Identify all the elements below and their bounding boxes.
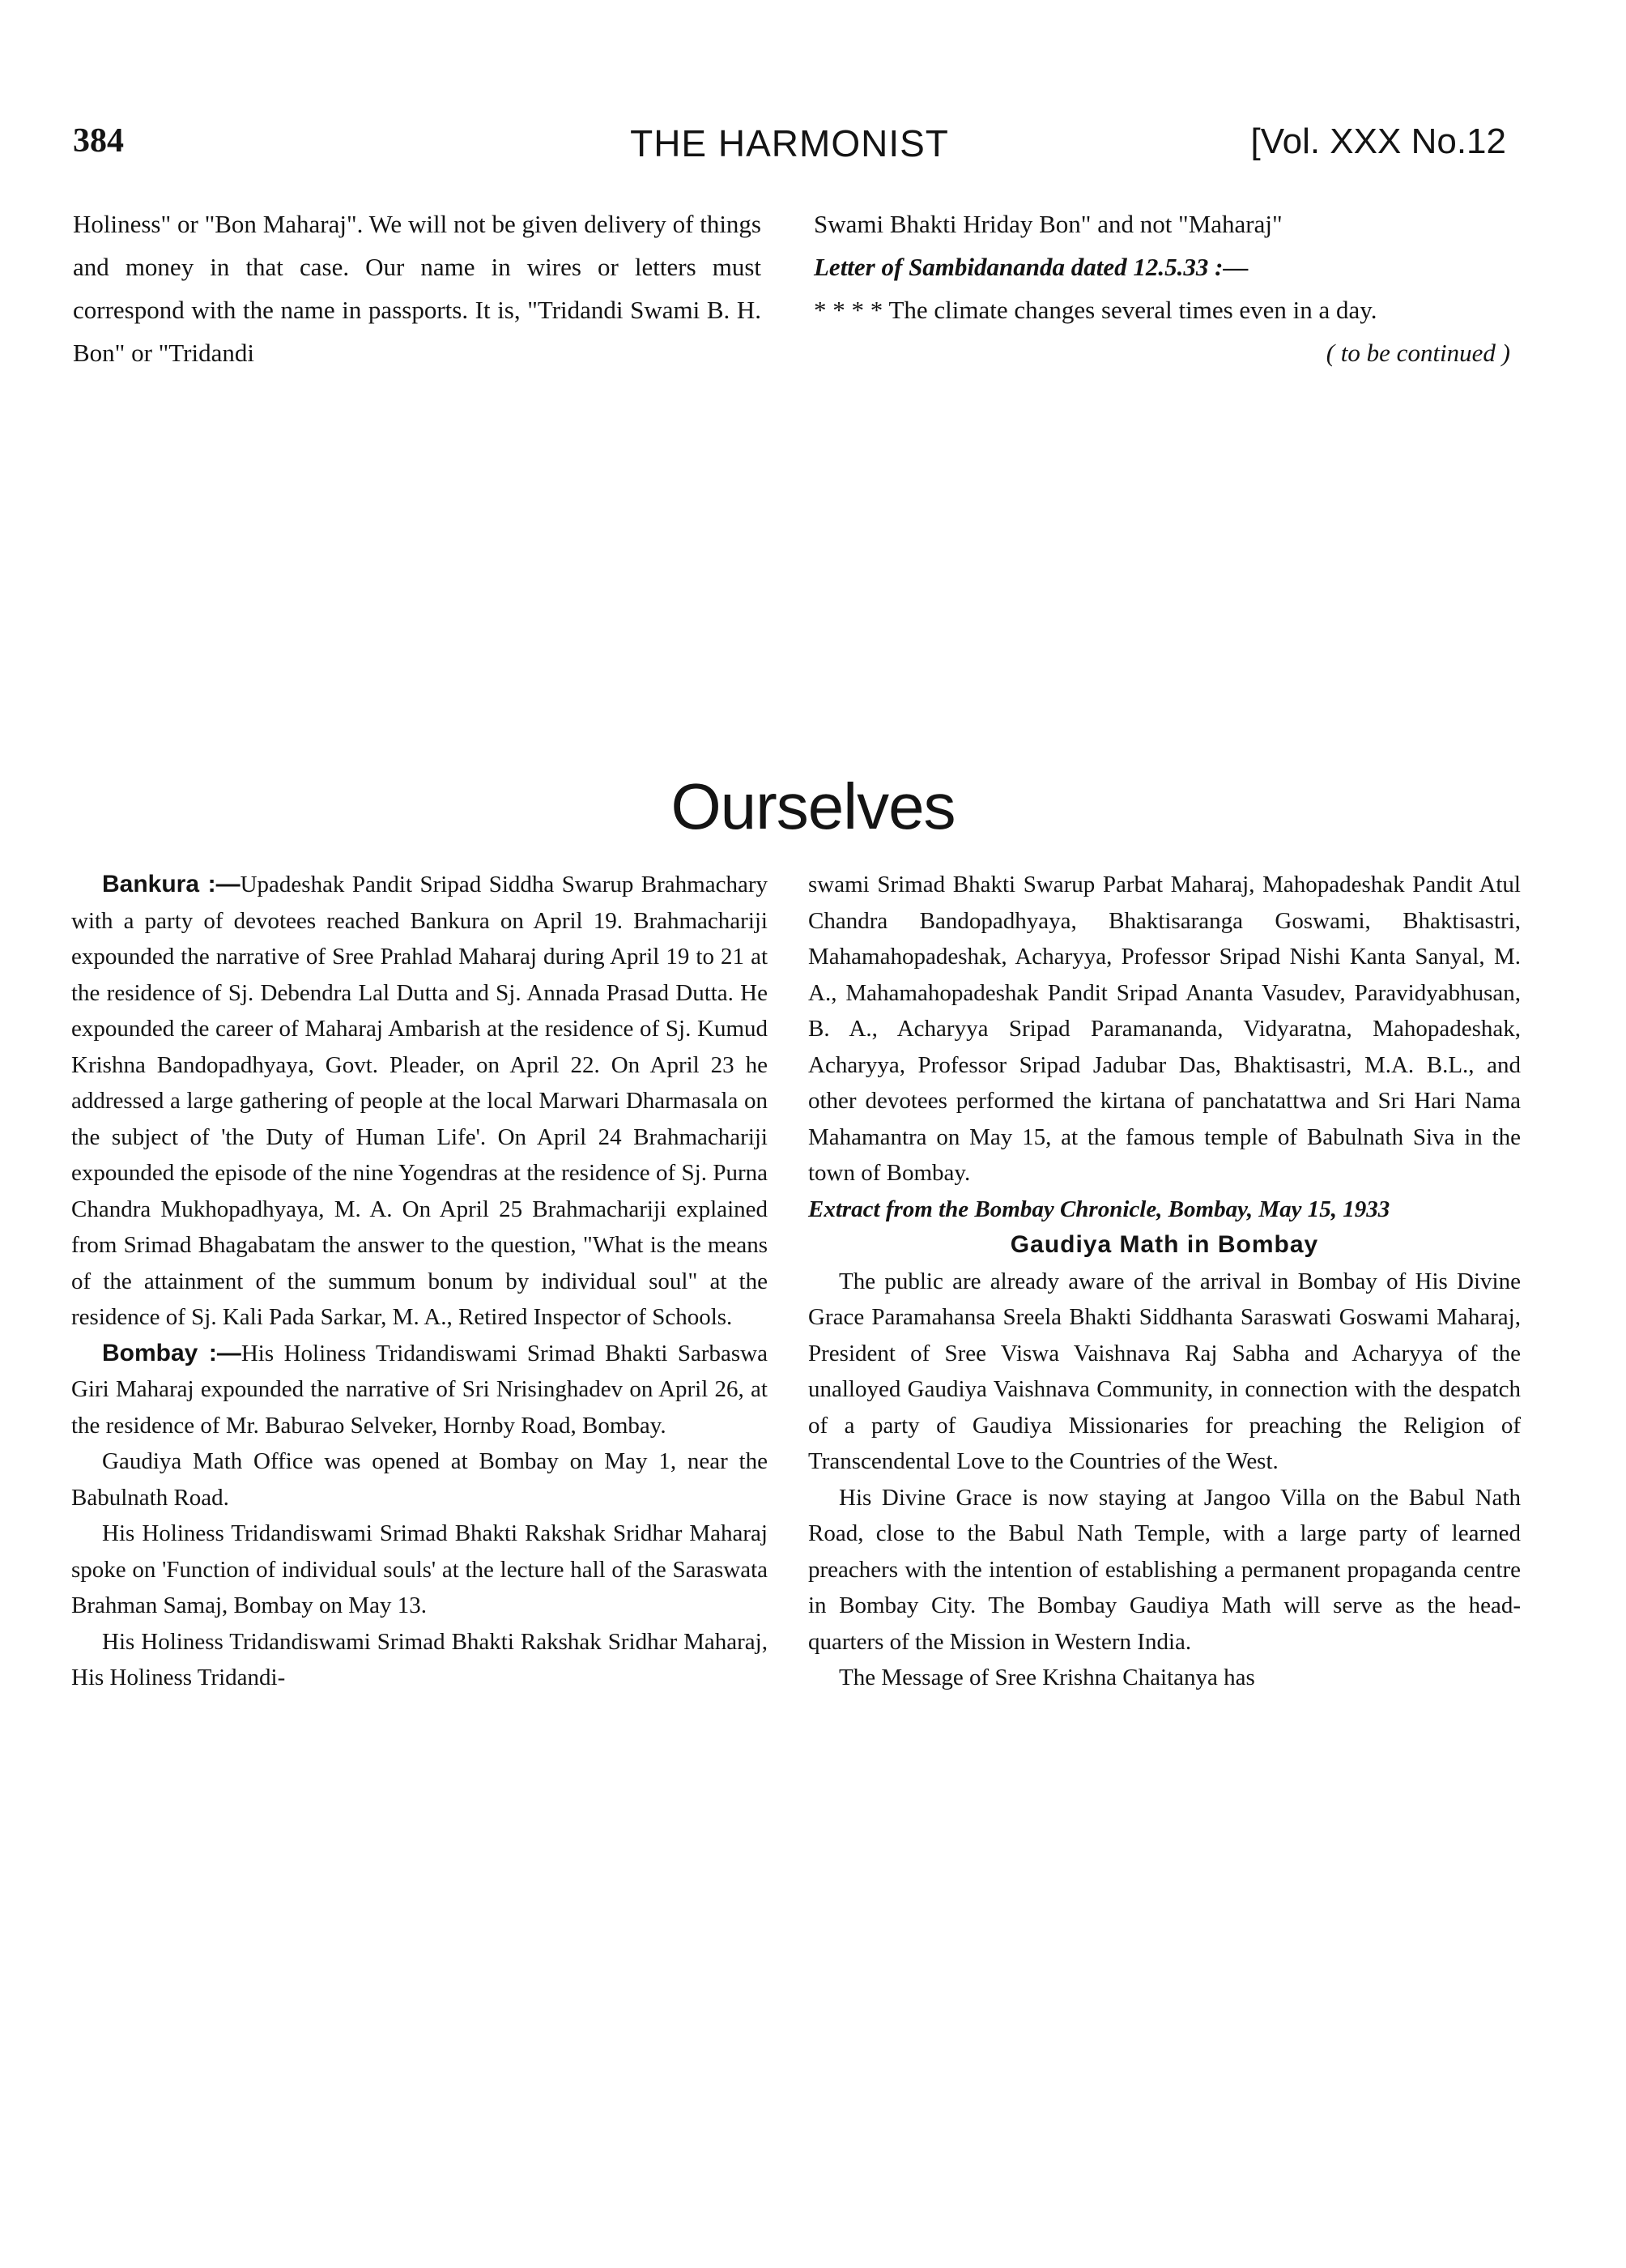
extract-line: Extract from the Bombay Chronicle, Bombay, May 15, 1933: [808, 1196, 1390, 1222]
paragraph-text: Upadeshak Pandit Sripad Siddha Swarup Brahmachary with a party of devotees reached Bankura on April 19. Brahmachariji expounded the narrative of Sree Prahlad Maharaj during April 19 to 21 at the residence of Sj. Debendra Lal Dutta and Sj. Annada Prasad Dutta. He expounded the career of Maharaj Ambarish at the residence of Sj. Kumud Krishna Bandopadhyaya, Govt. Pleader, on April 22. On April 23 he addressed a large gathering of people at the local Marwari Dharmasala on the subject of 'the Duty of Human Life'. On April 24 Brahmachariji expounded the episode of the nine Yogendras at the residence of Sj. Purna Chandra Mukhopadhyaya, M. A. On April 25 Brahmachariji explained from Srimad Bhagabatam the answer to the question, "What is the means of the attainment of the summum bonum by individual soul" at the residence of Sj. Kali Pada Sarkar, M. A., Retired Inspector of Schools.: [71, 872, 768, 1330]
right-column: [808, 867, 1521, 1696]
letter-date-line: Letter of Sambidananda dated 12.5.33 :—: [814, 253, 1249, 281]
paragraph: The Message of Sree Krishna Chaitanya has: [839, 1665, 1255, 1690]
volume-info: [Vol. XXX No.12: [1250, 122, 1506, 161]
paragraph: Holiness" or "Bon Maharaj". We will not be given delivery of things and money in that case. Our name in wires or letters must correspond with the name in passports. It is, "Tridandi Swami B. H. Bon" or "Tridandi: [73, 210, 761, 367]
page-number: 384: [73, 122, 124, 160]
paragraph: His Holiness Tridandiswami Srimad Bhakti Rakshak Sridhar Maharaj spoke on 'Function of individual souls' at the lecture hall of the Saraswata Brahman Samaj, Bombay on May 13.: [71, 1520, 768, 1618]
paragraph: Gaudiya Math Office was opened at Bombay on May 1, near the Babulnath Road.: [71, 1448, 768, 1511]
paragraph: His Holiness Tridandiswami Srimad Bhakti Rakshak Sridhar Maharaj, His Holiness Tridandi-: [71, 1628, 768, 1690]
paragraph: swami Srimad Bhakti Swarup Parbat Maharaj, Mahopadeshak Pandit Atul Chandra Bandopadhyaya, Bhaktisaranga Goswami, Bhaktisastri, Mahamahopadeshak, Acharyya, Professor Sripad Nishi Kanta Sanyal, M. A., Mahamahopadeshak Pandit Sripad Ananta Vasudev, Paravidyabhusan, B. A., Acharyya Sripad Paramananda, Vidyaratna, Mahopadeshak, Acharyya, Professor Sripad Jadubar Das, Bhaktisastri, M.A. B.L., and other devotees performed the kirtana of panchatattwa and Sri Hari Nama Mahamantra on May 15, at the famous temple of Babulnath Siva in the town of Bombay.: [808, 872, 1521, 1186]
paragraph: His Divine Grace is now staying at Jangoo Villa on the Babul Nath Road, close to the Babul Nath Temple, with a large party of learned preachers with the intention of establishing a permanent propaganda centre in Bombay City. The Bombay Gaudiya Math will serve as the head-quarters of the Mission in Western India.: [808, 1484, 1521, 1655]
lead-bankura: Bankura :—: [102, 871, 240, 897]
subheading: Gaudiya Math in Bombay: [1010, 1231, 1319, 1258]
paragraph-text: His Holiness Tridandiswami Srimad Bhakti Sarbaswa Giri Maharaj expounded the narrative of Sri Nrisinghadev on April 26, at the residence of Mr. Baburao Selveker, Hornby Road, Bombay.: [71, 1340, 768, 1439]
paragraph: Swami Bhakti Hriday Bon" and not "Maharaj": [814, 210, 1283, 238]
paragraph-bombay: [71, 1336, 768, 1444]
lead-bombay: Bombay :—: [102, 1339, 241, 1366]
running-head: [73, 122, 1506, 178]
left-column: [71, 867, 768, 1696]
journal-title: THE HARMONIST: [630, 122, 949, 164]
section-title: Ourselves: [670, 770, 956, 842]
paragraph-bankura: [71, 867, 768, 1336]
paragraph: The public are already aware of the arrival in Bombay of His Divine Grace Paramahansa Sreela Bhakti Siddhanta Saraswati Goswami Maharaj, President of Sree Viswa Vaishnava Raj Sabha and Acharyya of the unalloyed Gaudiya Vaishnava Community, in connection with the despatch of a party of Gaudiya Missionaries for preaching the Religion of Transcendental Love to the Countries of the West.: [808, 1268, 1521, 1474]
top-left-column: [73, 202, 761, 374]
top-right-column: [814, 202, 1518, 374]
continued-note: ( to be continued ): [1326, 339, 1510, 367]
paragraph: * * * * The climate changes several times even in a day.: [814, 296, 1377, 324]
